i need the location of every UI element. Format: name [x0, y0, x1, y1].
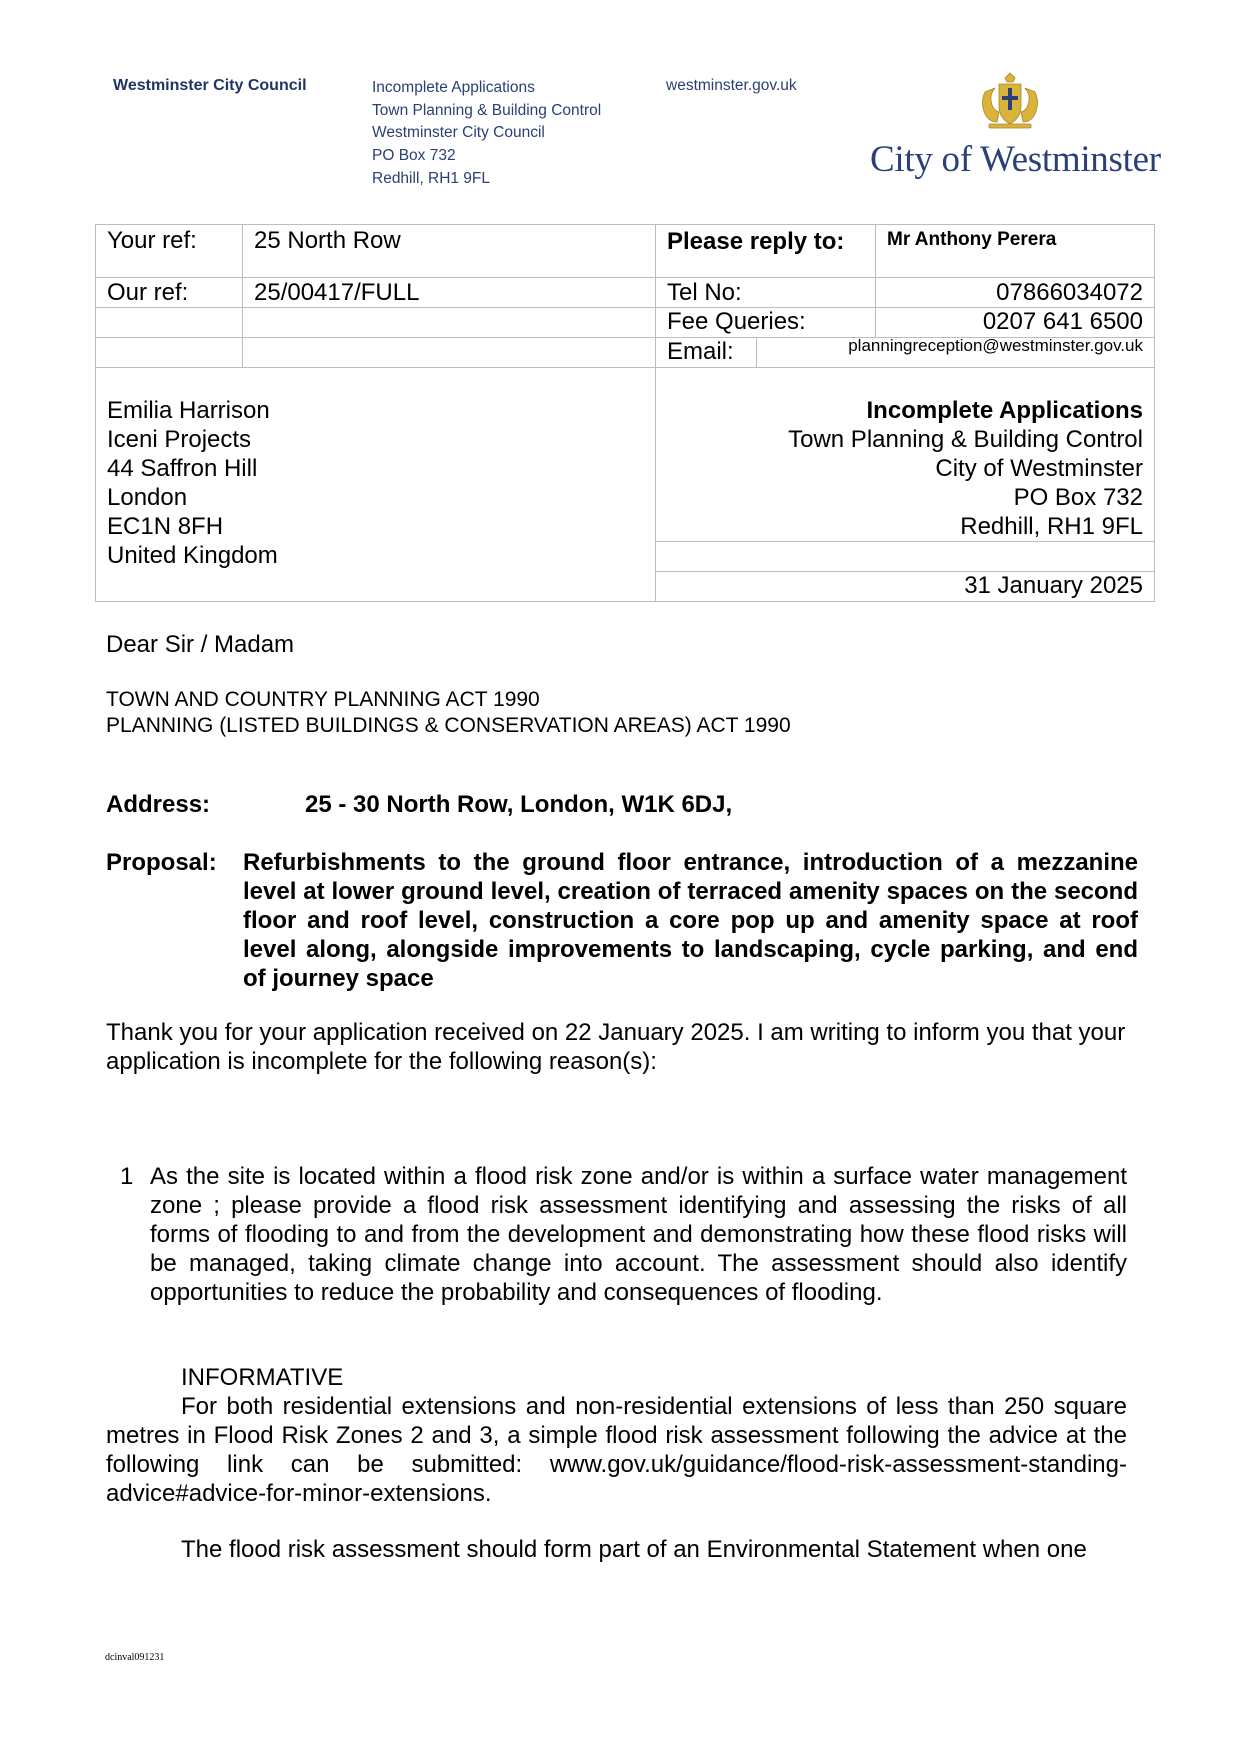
recipient-line: 44 Saffron Hill [107, 455, 258, 482]
act-title: TOWN AND COUNTRY PLANNING ACT 1990 [106, 688, 540, 711]
recipient-line: Emilia Harrison [107, 397, 270, 424]
informative-heading: INFORMATIVE [181, 1364, 344, 1391]
return-address-line: Westminster City Council [372, 124, 545, 142]
reason-number: 1 [120, 1163, 134, 1190]
return-address-line: Town Planning & Building Control [372, 101, 602, 119]
informative-text: For both residential extensions and non-residential extensions of less than 250 square metres in Flood Risk Zones 2 and 3, a simple flood risk assessment following the advice at the following link can be submitted: www.gov.uk/guidance/flood-risk-assessment-standing-advice#advice-for-minor-extensions. [106, 1393, 1127, 1507]
recipient-line: Iceni Projects [107, 426, 252, 453]
document-code: dcinval091231 [105, 1652, 165, 1663]
recipient-line: London [107, 484, 188, 511]
return-address-line: Redhill, RH1 9FL [372, 169, 491, 187]
address-label: Address: [106, 791, 211, 818]
sender-line: Redhill, RH1 9FL [960, 513, 1143, 540]
tel-label: Tel No: [667, 279, 742, 306]
tel-value: 07866034072 [996, 279, 1143, 306]
fee-queries-value: 0207 641 6500 [982, 308, 1143, 335]
letter-date: 31 January 2025 [964, 572, 1143, 599]
intro-paragraph: Thank you for your application received on 22 January 2025. I am writing to inform you that your application is incomplete for the following reason(s): [106, 1019, 1126, 1075]
sender-line: PO Box 732 [1013, 484, 1143, 511]
return-address-line: PO Box 732 [372, 147, 456, 165]
closing-line: The flood risk assessment should form part of an Environmental Statement when one [181, 1536, 1087, 1563]
reply-to-label: Please reply to: [667, 228, 845, 255]
council-name: Westminster City Council [113, 77, 307, 94]
your-ref-value: 25 North Row [254, 227, 401, 254]
website-link[interactable]: westminster.gov.uk [666, 77, 797, 94]
act-title: PLANNING (LISTED BUILDINGS & CONSERVATION AREAS) ACT 1990 [106, 714, 791, 737]
recipient-line: EC1N 8FH [107, 513, 224, 540]
email-value[interactable]: planningreception@westminster.gov.uk [848, 336, 1143, 355]
return-address-line: Incomplete Applications [372, 79, 535, 96]
recipient-line: United Kingdom [107, 542, 278, 569]
our-ref-label: Our ref: [107, 279, 189, 306]
proposal-label: Proposal: [106, 849, 217, 876]
return-address [372, 77, 601, 191]
site-address: 25 - 30 North Row, London, W1K 6DJ, [305, 791, 733, 818]
your-ref-label: Your ref: [107, 227, 197, 254]
reason-text: As the site is located within a flood risk zone and/or is within a surface water management zone ; please provide a flood risk assessment identifying and assessing the risks of all forms of flooding to and from the development and demonstrating how these flood risks will be managed, taking climate change into account. The assessment should also identify opportunities to reduce the probability and consequences of flooding. [150, 1163, 1127, 1306]
fee-queries-label: Fee Queries: [667, 308, 806, 335]
reply-to-name: Mr Anthony Perera [887, 229, 1057, 250]
city-of-westminster-logo: City of Westminster [870, 139, 1161, 180]
sender-line: City of Westminster [935, 455, 1143, 482]
proposal-text: Refurbishments to the ground floor entrance, introduction of a mezzanine level at lower ground level, creation of terraced amenity spaces on the second floor and roof level, construction a core pop up and amenity space at roof level along, alongside improvements to landscaping, cycle parking, and end of journey space [243, 849, 1138, 992]
recipient-address [107, 396, 278, 570]
sender-line: Town Planning & Building Control [788, 426, 1143, 453]
sender-address [788, 396, 1143, 541]
westminster-crest-icon [975, 72, 1045, 130]
reference-table [95, 224, 1155, 602]
email-label: Email: [667, 338, 734, 365]
our-ref-value: 25/00417/FULL [254, 279, 420, 306]
legislation-headings [106, 687, 791, 739]
salutation: Dear Sir / Madam [106, 631, 295, 658]
sender-department: Incomplete Applications [866, 397, 1143, 424]
